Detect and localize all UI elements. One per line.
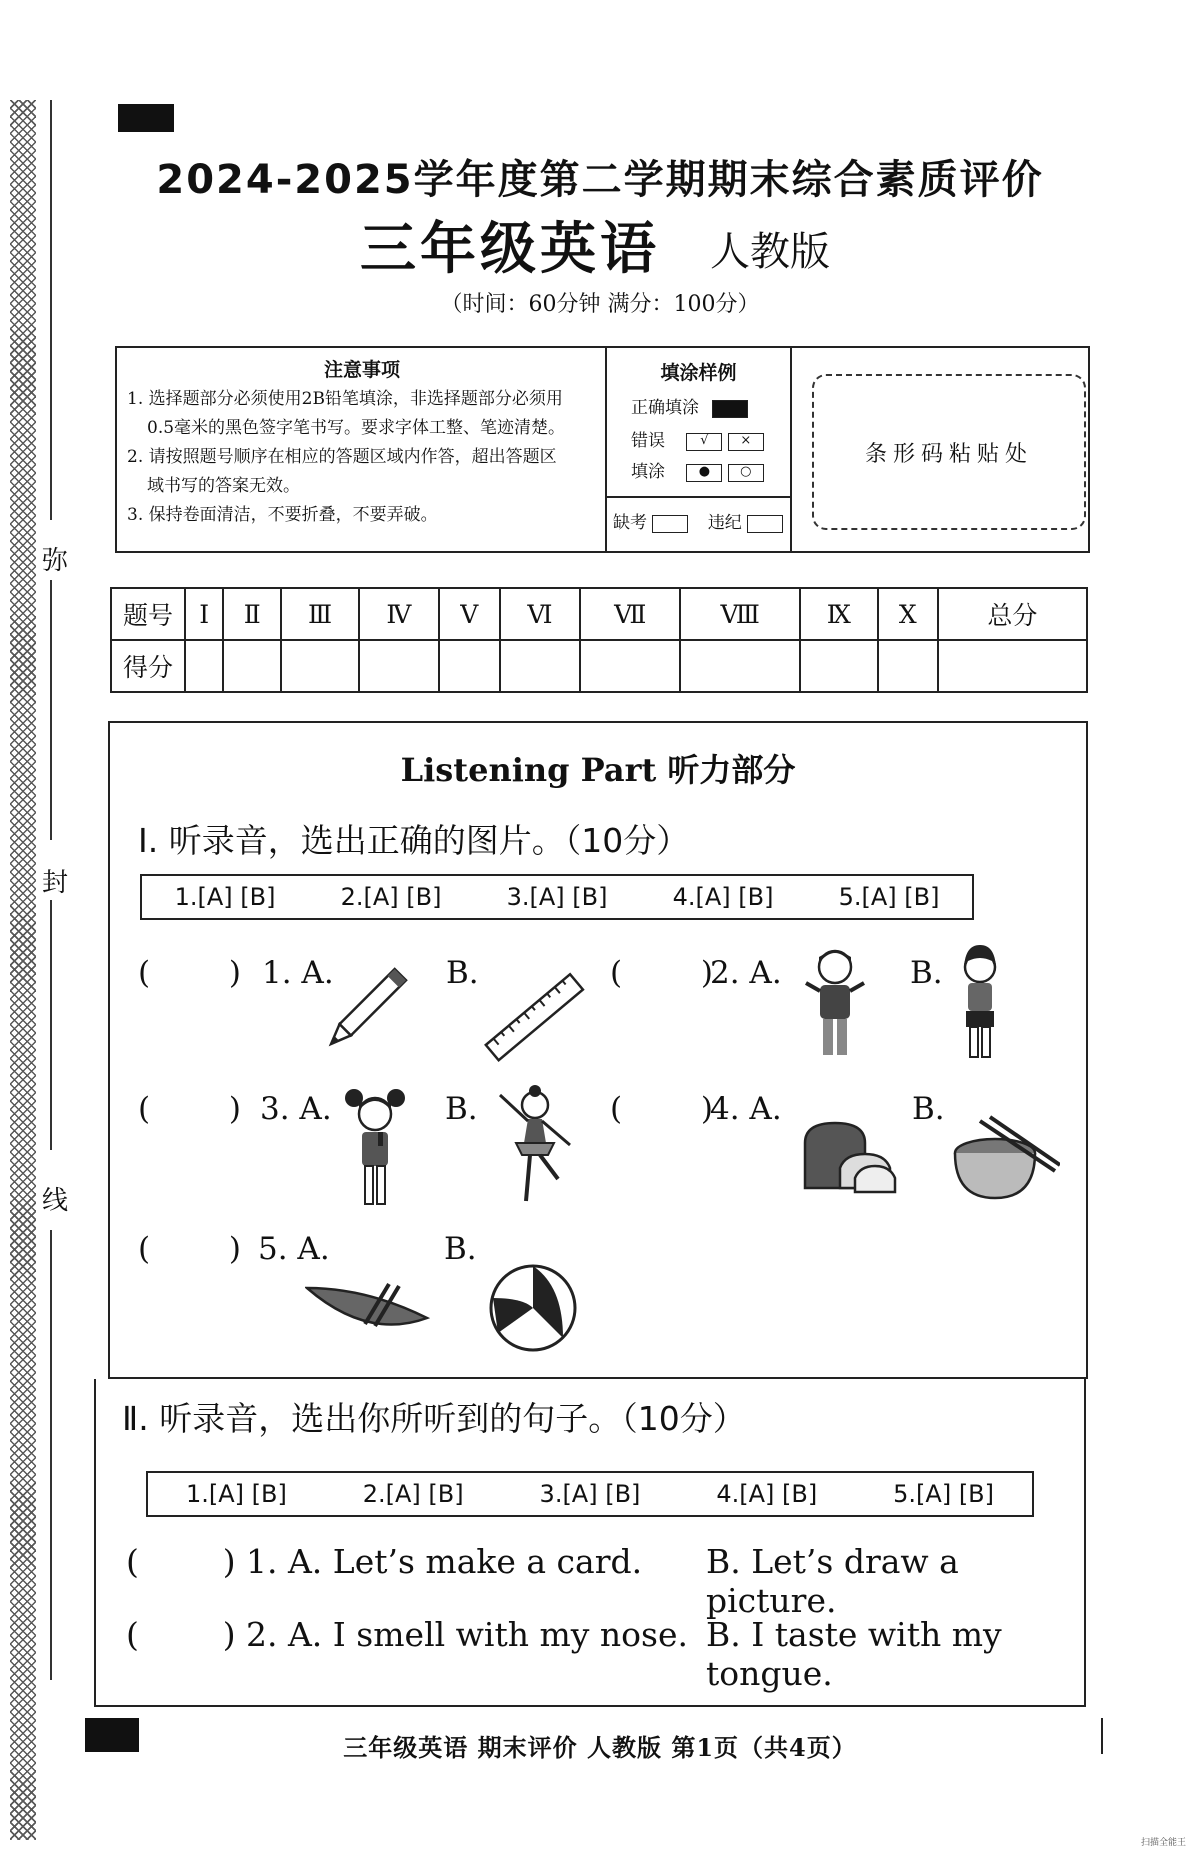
answer-paren[interactable]: ( ) <box>126 1542 236 1581</box>
pencil-icon <box>320 960 410 1060</box>
dot-mark-icon: ● <box>686 464 722 482</box>
check-mark-icon: √ <box>686 433 722 451</box>
section-2-heading: Ⅱ. 听录音，选出你所听到的句子。（10分） <box>122 1399 746 1438</box>
score-header-cell: Ⅶ <box>580 588 680 640</box>
answer-key[interactable]: 2.[A] [B] <box>362 1480 464 1508</box>
score-cell[interactable] <box>359 640 439 692</box>
answer-key[interactable]: 3.[A] [B] <box>539 1480 641 1508</box>
score-cell[interactable] <box>185 640 223 692</box>
score-cell[interactable] <box>938 640 1087 692</box>
question-label: 2. A. <box>710 955 782 991</box>
noodles-bowl-icon <box>950 1113 1060 1203</box>
girl-singing-icon <box>340 1088 410 1213</box>
correct-fill-row <box>631 393 790 418</box>
absent-row <box>607 496 790 533</box>
score-header-cell: Ⅲ <box>281 588 359 640</box>
correct-fill-label: 正确填涂 <box>631 398 699 418</box>
score-label-cell: 得分 <box>111 640 185 692</box>
answer-key[interactable]: 1.[A] [B] <box>185 1480 287 1508</box>
cross-mark-icon: × <box>728 433 764 451</box>
score-table <box>110 587 1088 693</box>
sentence-option-b: B. I taste with my tongue. <box>706 1615 1002 1693</box>
question-label: 4. A. <box>710 1091 782 1127</box>
score-header-cell: Ⅱ <box>223 588 281 640</box>
bread-icon <box>800 1113 900 1203</box>
answer-paren[interactable]: ( ) <box>138 1091 242 1127</box>
absent-label: 缺考 <box>613 513 647 533</box>
score-cell[interactable] <box>800 640 878 692</box>
score-header-cell: Ⅴ <box>439 588 500 640</box>
watermark: 扫描全能王 <box>1140 1838 1186 1848</box>
wrong-fill-label: 错误 <box>631 431 665 451</box>
answer-paren[interactable]: ( ) <box>610 955 714 991</box>
answer-key[interactable]: 5.[A] [B] <box>893 1480 995 1508</box>
answer-key[interactable]: 5.[A] [B] <box>838 883 940 911</box>
score-header-cell: Ⅰ <box>185 588 223 640</box>
question-label: 5. A. <box>258 1231 330 1267</box>
score-cell[interactable] <box>580 640 680 692</box>
score-header-cell: Ⅷ <box>680 588 800 640</box>
violation-checkbox[interactable] <box>747 515 783 533</box>
score-cell[interactable] <box>223 640 281 692</box>
answer-key[interactable]: 4.[A] [B] <box>672 883 774 911</box>
fill-sample-heading: 填涂样例 <box>660 362 737 384</box>
notes-item: 域书写的答案无效。 <box>147 476 300 496</box>
sentence-option-b: B. Let’s draw a picture. <box>706 1542 959 1620</box>
score-cell[interactable] <box>281 640 359 692</box>
score-header-cell: Ⅵ <box>500 588 580 640</box>
girl-icon <box>950 945 1010 1065</box>
score-header-cell: Ⅹ <box>878 588 938 640</box>
notes-column <box>117 348 607 551</box>
answer-key[interactable]: 1.[A] [B] <box>174 883 276 911</box>
filled-mark-icon <box>712 400 748 418</box>
girl-dancing-icon <box>490 1085 580 1210</box>
wrong-fill-row <box>631 457 790 482</box>
page-footer: 三年级英语 期末评价 人教版 第1页（共4页） <box>343 1733 857 1762</box>
time-info: （时间：60分钟 满分：100分） <box>440 292 760 317</box>
circle-mark-icon: ○ <box>728 464 764 482</box>
seal-line-segment <box>50 580 52 840</box>
option-b-label: B. <box>446 955 479 991</box>
binding-margin-pattern <box>10 100 36 1840</box>
listening-part-title: Listening Part 听力部分 <box>400 751 796 789</box>
score-row <box>111 640 1087 692</box>
absent-checkbox[interactable] <box>652 515 688 533</box>
score-header-cell: 总分 <box>938 588 1087 640</box>
registration-mark <box>118 104 174 132</box>
ball-icon <box>488 1263 578 1353</box>
answer-paren[interactable]: ( ) <box>138 1231 242 1267</box>
score-cell[interactable] <box>439 640 500 692</box>
boy-icon <box>800 945 870 1065</box>
wrong-fill-label: 填涂 <box>631 462 665 482</box>
exam-edition: 人教版 <box>710 229 830 275</box>
seal-char: 封 <box>42 868 69 898</box>
option-b-label: B. <box>444 1231 477 1267</box>
ruler-icon <box>480 963 590 1073</box>
seal-line-segment <box>50 900 52 1150</box>
score-header-row <box>111 588 1087 640</box>
option-b-label: B. <box>910 955 943 991</box>
exam-title: 2024-2025学年度第二学期期末综合素质评价 <box>156 157 1044 203</box>
notes-box <box>115 346 1090 553</box>
question-label: 1. A. <box>262 955 334 991</box>
seal-line-segment <box>50 1230 52 1680</box>
score-header-cell: 题号 <box>111 588 185 640</box>
violation-label: 违纪 <box>707 513 742 533</box>
notes-heading: 注意事项 <box>323 359 400 381</box>
notes-item: 3. 保持卷面清洁，不要折叠，不要弄破。 <box>127 505 438 525</box>
option-b-label: B. <box>912 1091 945 1127</box>
score-cell[interactable] <box>680 640 800 692</box>
sentence-option-a: 1. A. Let’s make a card. <box>246 1542 643 1581</box>
section-1-heading: Ⅰ. 听录音，选出正确的图片。（10分） <box>138 821 690 860</box>
option-b-label: B. <box>445 1091 478 1127</box>
listening-section <box>108 721 1088 1379</box>
notes-item: 2. 请按照题号顺序在相应的答题区域内作答，超出答题区 <box>127 447 557 467</box>
boat-icon <box>305 1278 435 1338</box>
notes-item: 0.5毫米的黑色签字笔书写。要求字体工整、笔迹清楚。 <box>147 418 566 438</box>
score-cell[interactable] <box>500 640 580 692</box>
answer-paren[interactable]: ( ) <box>138 955 242 991</box>
answer-key[interactable]: 2.[A] [B] <box>340 883 442 911</box>
notes-item: 1. 选择题部分必须使用2B铅笔填涂，非选择题部分必须用 <box>127 389 563 409</box>
score-header-cell: Ⅸ <box>800 588 878 640</box>
seal-char: 线 <box>42 1186 69 1216</box>
barcode-area <box>792 348 1092 551</box>
answer-key[interactable]: 4.[A] [B] <box>716 1480 818 1508</box>
section-2-answer-box <box>146 1471 1034 1517</box>
section-2-box <box>94 1379 1086 1707</box>
sentence-option-a: 2. A. I smell with my nose. <box>246 1615 688 1654</box>
fill-sample-column <box>607 348 792 551</box>
score-cell[interactable] <box>878 640 938 692</box>
exam-subject: 三年级英语 <box>360 216 660 282</box>
answer-paren[interactable]: ( ) <box>610 1091 714 1127</box>
score-header-cell: Ⅳ <box>359 588 439 640</box>
answer-key[interactable]: 3.[A] [B] <box>506 883 608 911</box>
barcode-label: 条形码粘贴处 <box>812 374 1086 530</box>
question-label: 3. A. <box>260 1091 332 1127</box>
wrong-fill-row <box>631 426 790 451</box>
seal-char: 弥 <box>42 546 69 576</box>
section-1-answer-box <box>140 874 974 920</box>
answer-paren[interactable]: ( ) <box>126 1615 236 1654</box>
